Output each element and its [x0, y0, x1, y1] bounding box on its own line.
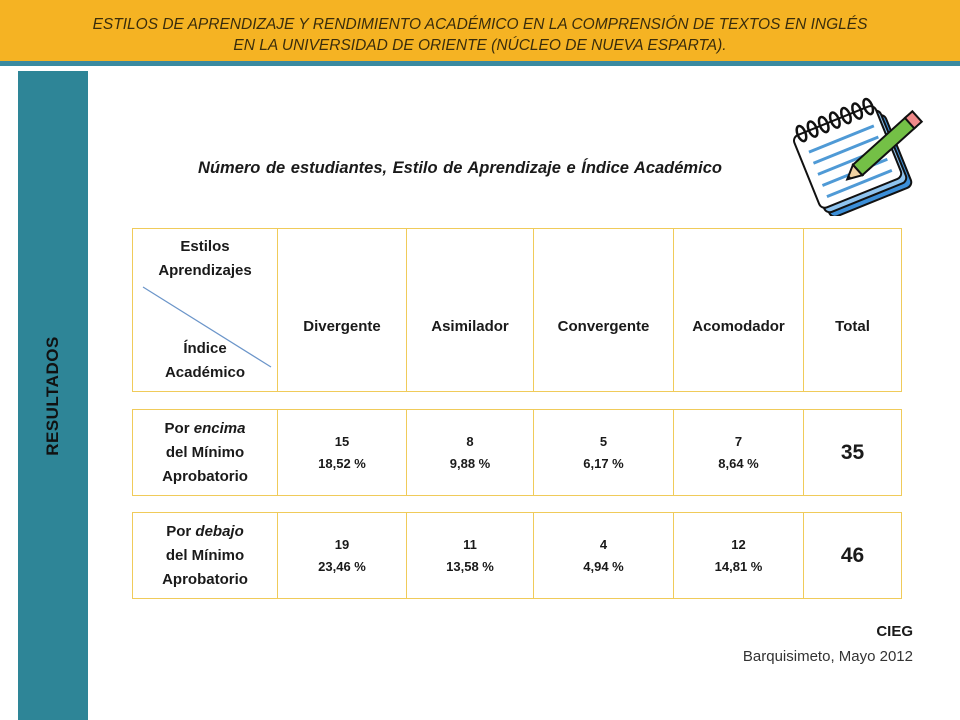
column-header-divergente: Divergente: [278, 229, 407, 392]
sidebar-label: RESULTADOS: [43, 336, 62, 456]
table-cell: 19 23,46 %: [278, 513, 407, 599]
column-header-convergente: Convergente: [534, 229, 674, 392]
row-total: 46: [804, 513, 902, 599]
header-title-line1: ESTILOS DE APRENDIZAJE Y RENDIMIENTO ACADÉMICO EN LA COMPRENSIÓN DE TEXTOS EN INGLÉS: [92, 16, 868, 33]
row-label: Por encima del Mínimo Aprobatorio: [133, 410, 278, 496]
row-total: 35: [804, 410, 902, 496]
footer-place-date: Barquisimeto, Mayo 2012: [742, 648, 913, 665]
column-header-asimilador: Asimilador: [407, 229, 534, 392]
table-cell: 5 6,17 %: [534, 410, 674, 496]
notebook-pencil-icon: [788, 86, 928, 216]
corner-bottom-label: Índice Académico: [164, 340, 246, 381]
table-cell: 12 14,81 %: [674, 513, 804, 599]
table-cell: 11 13,58 %: [407, 513, 534, 599]
table-cell: 4 4,94 %: [534, 513, 674, 599]
table-title: Número de estudiantes, Estilo de Aprendizaje e Índice Académico: [198, 159, 722, 177]
column-header-acomodador: Acomodador: [674, 229, 804, 392]
row-label: Por debajo del Mínimo Aprobatorio: [133, 513, 278, 599]
header-banner: [0, 0, 960, 66]
corner-header-cell: [133, 229, 278, 392]
header-title-line2: EN LA UNIVERSIDAD DE ORIENTE (NÚCLEO DE NUEVA ESPARTA).: [233, 37, 727, 54]
table-cell: 7 8,64 %: [674, 410, 804, 496]
table-header: [132, 228, 902, 392]
corner-top-label: Estilos Aprendizajes: [158, 238, 252, 279]
table-cell: 8 9,88 %: [407, 410, 534, 496]
table-cell: 15 18,52 %: [278, 410, 407, 496]
column-header-total: Total: [804, 229, 902, 392]
footer-organization: CIEG: [876, 623, 913, 640]
table-row-above-minimum: [132, 409, 902, 496]
table-row-below-minimum: [132, 512, 902, 599]
